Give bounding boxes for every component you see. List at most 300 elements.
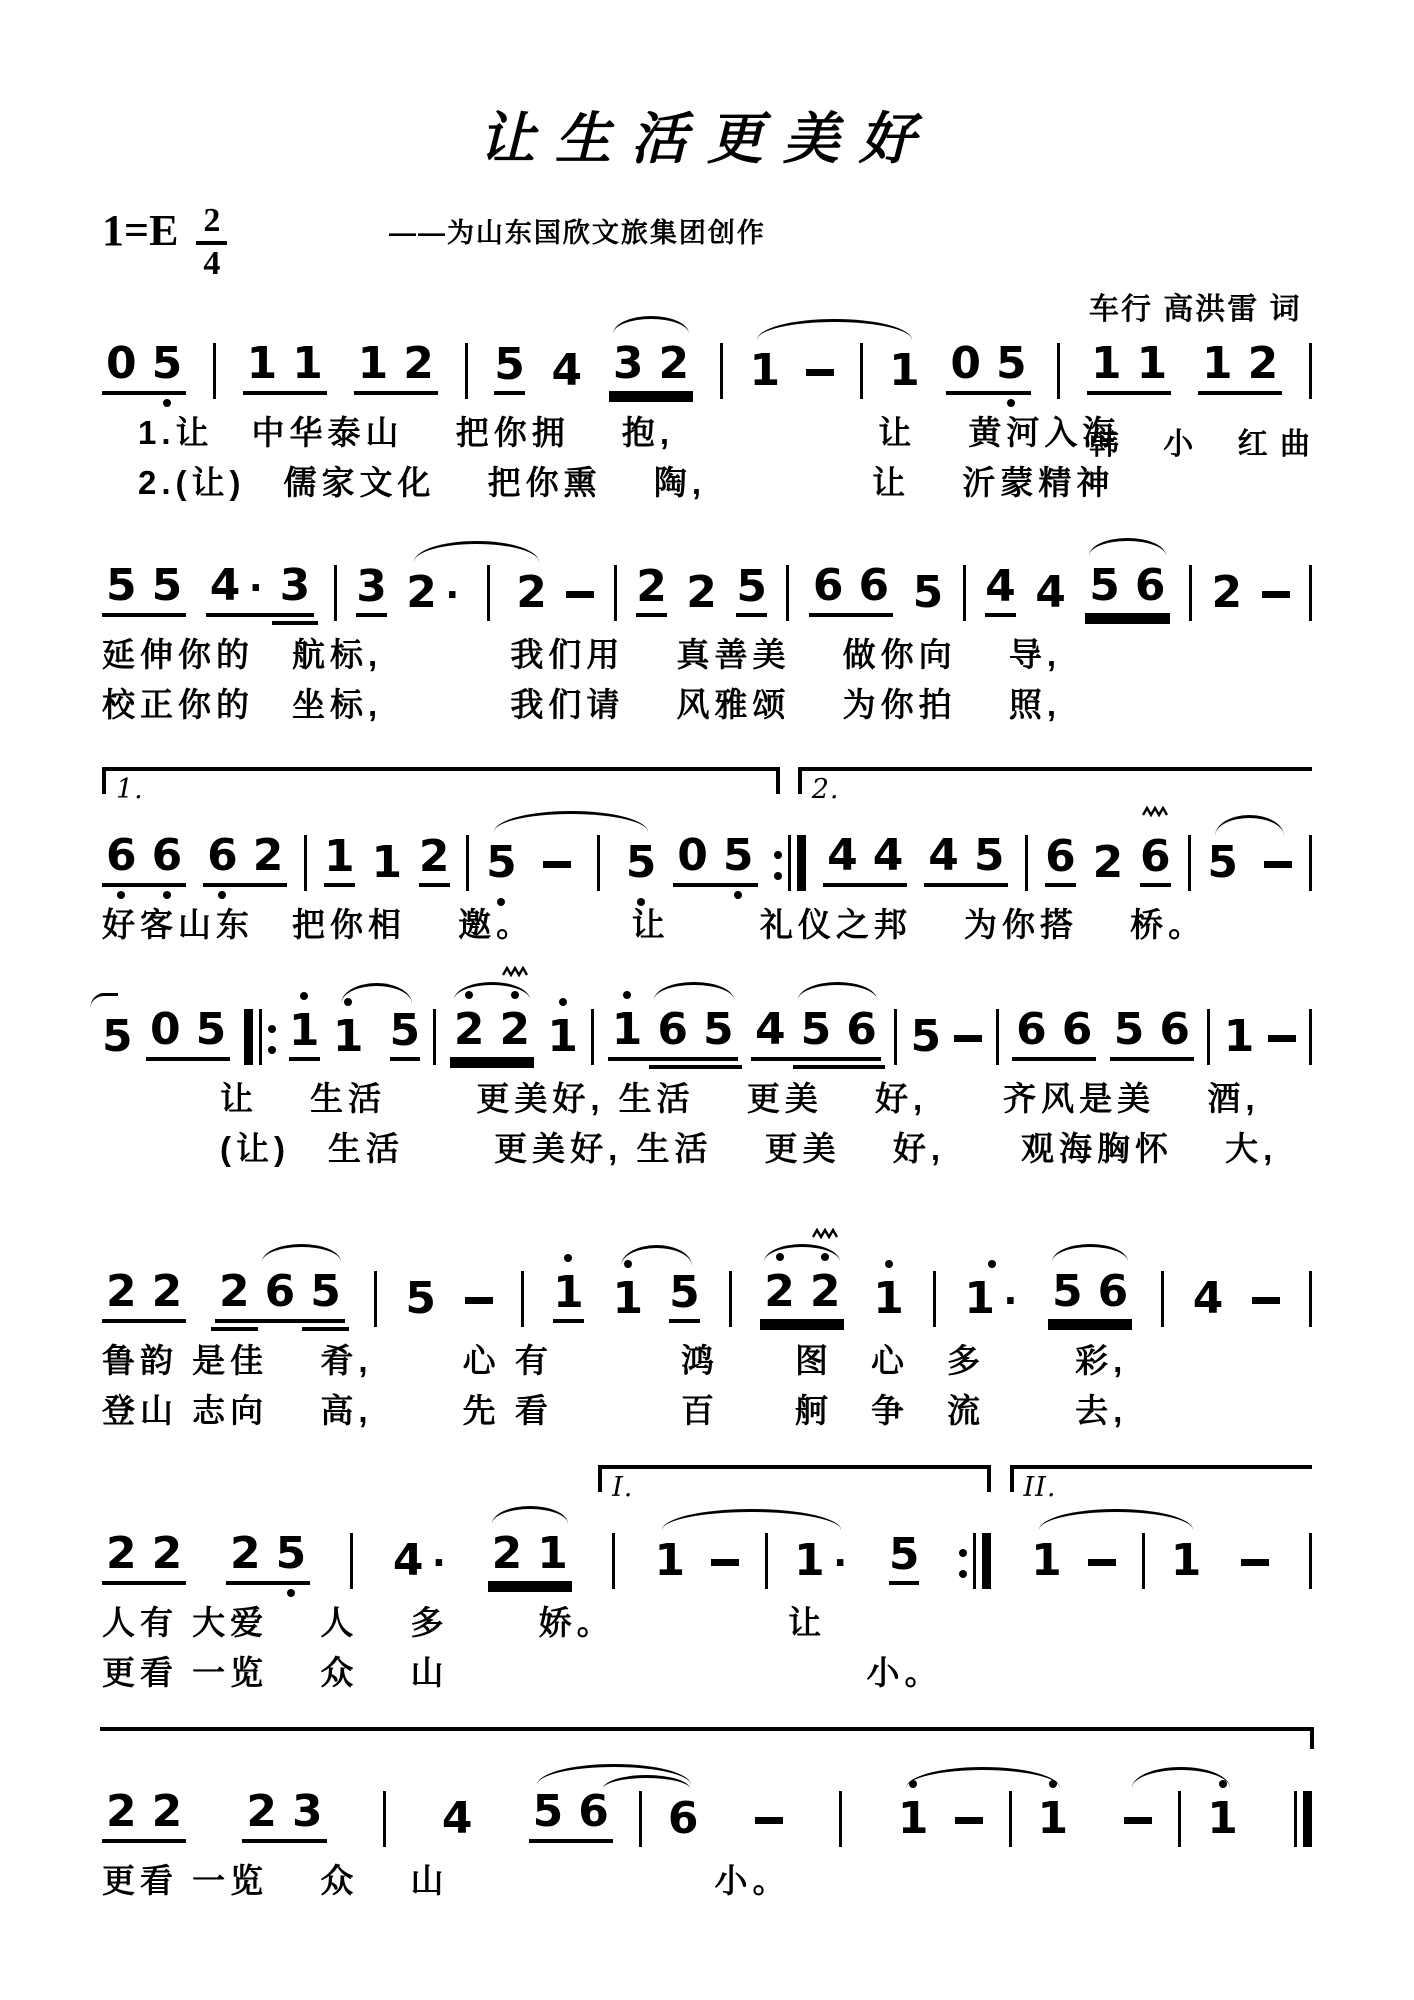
note-digit: 1 xyxy=(611,1004,643,1055)
note xyxy=(1045,833,1076,887)
note-digit: 6 xyxy=(1016,1004,1047,1055)
note-digit: 2 xyxy=(106,1786,137,1837)
note xyxy=(669,1269,700,1323)
beam-group xyxy=(529,1788,613,1843)
octave-dot-below xyxy=(734,891,742,899)
beam-group xyxy=(823,832,907,887)
barline xyxy=(963,565,966,621)
note-digit: 5 xyxy=(390,1007,421,1061)
slur-arc xyxy=(764,1244,840,1262)
dash-continuation xyxy=(566,591,594,598)
tie-arc xyxy=(414,541,539,562)
time-denominator: 4 xyxy=(203,244,221,282)
note xyxy=(1052,1268,1083,1316)
note xyxy=(196,1006,227,1054)
note xyxy=(658,340,689,388)
note xyxy=(207,832,238,880)
beam-group xyxy=(760,1268,844,1323)
note-digit: 1 xyxy=(1201,338,1233,389)
notation-area xyxy=(102,333,1312,1901)
note xyxy=(106,562,137,610)
beam-group xyxy=(673,832,757,887)
octave-dot-below xyxy=(117,891,125,899)
barline xyxy=(1161,1271,1164,1327)
note xyxy=(492,1530,523,1578)
note-digit: 6 xyxy=(106,830,137,881)
barline xyxy=(1309,1009,1312,1065)
note-digit: 6 xyxy=(1140,833,1171,887)
beam-group xyxy=(102,1268,186,1323)
note xyxy=(265,1268,296,1316)
note xyxy=(454,1006,485,1054)
octave-dot-above xyxy=(885,1260,893,1268)
note-digit: 2 xyxy=(419,833,450,887)
octave-dot-below xyxy=(163,399,171,407)
volta-continuation-line xyxy=(100,1727,1314,1751)
note-digit: 1 xyxy=(1091,338,1122,389)
note xyxy=(356,563,387,617)
note-digit: 1 xyxy=(1170,1535,1202,1586)
barline xyxy=(1309,1533,1312,1589)
note-digit: 6 xyxy=(264,1266,296,1317)
beam-group xyxy=(215,1268,345,1323)
note-digit: 5 xyxy=(486,837,517,888)
note-digit: 6 xyxy=(858,560,890,611)
lyrics-line: 人有 大爱 人 多 娇。 让 xyxy=(102,1604,827,1641)
note-digit: 2 xyxy=(246,1786,277,1837)
note xyxy=(1248,340,1279,388)
lyrics-line: 登山 志向 高, 先 看 百 舸 争 流 去, xyxy=(102,1392,1128,1429)
repeat-end-sign xyxy=(774,835,806,891)
tie-span xyxy=(898,1791,1068,1843)
song-title: 让生活更美好 xyxy=(479,106,935,172)
note-digit: 4 xyxy=(872,830,904,881)
note xyxy=(1114,1006,1145,1054)
note-digit: 5 xyxy=(1089,560,1120,611)
barline xyxy=(1207,1009,1210,1065)
note-digit: 0 xyxy=(677,830,708,881)
note-digit: 2 xyxy=(636,563,667,617)
lyrics-line: 鲁韵 是佳 肴, 心 有 鸿 图 心 多 彩, xyxy=(102,1342,1128,1379)
music-line xyxy=(102,1472,1312,1588)
dash-continuation xyxy=(955,1817,983,1824)
beam-group xyxy=(102,1788,186,1843)
note xyxy=(292,340,323,388)
note xyxy=(813,562,844,610)
volta-label: 1. xyxy=(116,774,144,805)
barline xyxy=(612,1533,615,1589)
note xyxy=(106,1530,137,1578)
note xyxy=(859,562,890,610)
beam-group xyxy=(102,340,186,395)
dedication-subtitle: ——为山东国欣文旅集团创作 xyxy=(388,218,766,248)
note-digit: 1 xyxy=(749,345,781,396)
dash-continuation xyxy=(1124,1817,1152,1824)
note xyxy=(668,1795,699,1843)
tie-span xyxy=(333,1007,420,1061)
note xyxy=(1038,1795,1069,1843)
tie-span xyxy=(1124,1791,1238,1843)
beam-group xyxy=(1087,340,1171,395)
note-digit: 2 xyxy=(686,567,717,618)
dash-continuation xyxy=(806,369,834,376)
note-digit: 1 xyxy=(292,338,323,389)
dash-continuation xyxy=(1252,1297,1280,1304)
beam-group xyxy=(924,832,1008,887)
note xyxy=(913,569,944,617)
barline xyxy=(433,1009,436,1065)
note xyxy=(911,1013,942,1061)
note xyxy=(152,832,183,880)
barline xyxy=(720,343,723,399)
octave-dot-above xyxy=(559,998,567,1006)
barline xyxy=(350,1533,353,1589)
beam-group xyxy=(203,832,287,887)
music-line-block xyxy=(102,1781,1312,1901)
beam-group xyxy=(102,562,186,617)
tie-arc xyxy=(494,811,648,832)
beam-group xyxy=(226,1530,310,1585)
lyrics-line: 更看 一览 众 山 小。 xyxy=(102,1862,791,1899)
note xyxy=(552,347,583,395)
note-digit: 1 xyxy=(1207,1793,1238,1844)
note-digit: 6 xyxy=(578,1786,609,1837)
note xyxy=(292,1788,323,1836)
composer-credit: 韩 小 红 曲 xyxy=(1088,428,1312,461)
barline xyxy=(1309,1271,1312,1327)
note xyxy=(810,1268,841,1316)
note-digit: 1 xyxy=(1037,1793,1069,1844)
note-digit: 2 xyxy=(1092,837,1124,888)
note-digit: 5 xyxy=(996,338,1027,389)
note xyxy=(150,1006,181,1054)
note-digit: 1 xyxy=(654,1535,686,1586)
note xyxy=(1224,1013,1255,1061)
volta-bracket xyxy=(598,1465,991,1503)
time-numerator: 2 xyxy=(196,203,227,245)
barline xyxy=(383,1791,386,1847)
note-digit: 2 xyxy=(151,1786,183,1837)
tie-span xyxy=(613,1269,700,1323)
note-digit: 5 xyxy=(1207,837,1238,888)
note-digit: 5 xyxy=(275,1528,307,1579)
note xyxy=(1035,569,1066,617)
note xyxy=(442,1795,473,1843)
tie-span xyxy=(486,835,656,887)
tie-arc xyxy=(621,1245,692,1266)
note-digit: 6 xyxy=(1061,1004,1093,1055)
note xyxy=(1140,833,1171,887)
beam-group xyxy=(609,340,693,395)
tie-arc xyxy=(341,983,412,1004)
note-digit: 1 xyxy=(332,1011,364,1062)
note xyxy=(333,1013,364,1061)
note xyxy=(289,1007,320,1061)
beam-group xyxy=(1085,562,1169,617)
octave-dot-above xyxy=(623,991,631,999)
note xyxy=(152,1268,183,1316)
beam-group xyxy=(751,1006,881,1061)
note xyxy=(794,1535,850,1588)
note xyxy=(1202,340,1233,388)
note xyxy=(1062,1006,1093,1054)
tie-arc xyxy=(662,1509,841,1530)
note-digit: 2 xyxy=(491,1528,523,1579)
barline xyxy=(639,1791,642,1847)
note xyxy=(219,1268,250,1316)
tie-span xyxy=(749,343,919,395)
note-digit: 1 xyxy=(873,1273,904,1324)
note-digit: 5 xyxy=(151,560,183,611)
dash-continuation xyxy=(1262,591,1290,598)
octave-dot-below xyxy=(1007,399,1015,407)
note xyxy=(152,1530,183,1578)
slur-arc xyxy=(1089,538,1165,556)
slur-arc xyxy=(454,982,530,1000)
note-digit: 5 xyxy=(910,1011,942,1062)
note xyxy=(106,1788,137,1836)
note-digit: 5 xyxy=(494,341,525,395)
note-digit: 4 xyxy=(551,345,583,396)
lyrics-line: 2.(让) 儒家文化 把你熏 陶, 让 沂蒙精神 xyxy=(138,464,1115,501)
dash-continuation xyxy=(1241,1559,1269,1566)
note-digit: 6 xyxy=(1045,833,1076,887)
note xyxy=(253,832,284,880)
lyrics-line: 好客山东 把你相 邀。 让 礼仪之邦 为你搭 桥。 xyxy=(102,906,1207,943)
note-digit: 6 xyxy=(667,1793,699,1844)
lyrics-line: 延伸你的 航标, 我们用 真善美 做你向 导, xyxy=(102,636,1062,673)
note-digit: 1 xyxy=(612,1273,644,1324)
octave-dot-below xyxy=(163,891,171,899)
note-digit: 2 xyxy=(516,567,547,618)
barline xyxy=(597,835,600,891)
note xyxy=(152,562,183,610)
beam-group xyxy=(488,1530,572,1585)
barline xyxy=(1009,1791,1012,1847)
beam-group xyxy=(809,562,893,617)
volta-bracket xyxy=(102,767,780,805)
lyrics-line: (让) 生活 更美好, 生活 更美 好, 观海胸怀 大, xyxy=(220,1130,1278,1167)
note-digit: 2 xyxy=(106,1528,137,1579)
note-digit: 4 xyxy=(1035,567,1066,618)
note xyxy=(403,340,434,388)
note xyxy=(106,340,137,388)
note xyxy=(486,839,517,887)
volta-label: I. xyxy=(612,1472,634,1503)
note xyxy=(985,563,1016,617)
note xyxy=(898,1795,929,1843)
note xyxy=(276,1530,307,1578)
octave-dot-above xyxy=(564,1254,572,1262)
note xyxy=(499,1006,530,1054)
note-digit: 3 xyxy=(612,338,644,389)
music-line-block xyxy=(102,333,1312,503)
note-digit: 4 xyxy=(1192,1273,1224,1324)
note xyxy=(537,1530,568,1578)
mordent-mark xyxy=(502,966,528,977)
note xyxy=(390,1007,421,1061)
note xyxy=(553,1269,584,1323)
barline xyxy=(1142,1533,1145,1589)
note xyxy=(246,1788,277,1836)
note xyxy=(1159,1006,1190,1054)
barline xyxy=(466,835,469,891)
slur-arc xyxy=(1052,1244,1128,1262)
barline xyxy=(1189,565,1192,621)
note-digit: 2 xyxy=(218,1266,250,1317)
barline xyxy=(786,565,789,621)
note xyxy=(209,560,265,613)
barline xyxy=(933,1271,936,1327)
note-digit: 5 xyxy=(405,1273,436,1324)
barline xyxy=(1057,343,1060,399)
note-digit: 5 xyxy=(736,563,767,617)
note-digit: 5 xyxy=(669,1269,700,1323)
augmentation-dot: · xyxy=(445,568,462,620)
note-digit: 2 xyxy=(403,338,434,389)
note xyxy=(419,833,450,887)
note-digit: 2 xyxy=(406,567,437,618)
volta-bracket xyxy=(1010,1465,1313,1503)
music-line xyxy=(102,774,1312,888)
augmentation-dot: · xyxy=(432,1536,448,1588)
note-digit: 2 xyxy=(453,1004,485,1055)
mordent-mark xyxy=(1142,806,1168,817)
augmentation-dot: · xyxy=(1003,1274,1020,1326)
beam-group xyxy=(146,1006,230,1061)
note-digit: 6 xyxy=(1097,1266,1129,1317)
augmentation-dot: · xyxy=(249,561,265,613)
note-digit: 6 xyxy=(812,560,844,611)
note xyxy=(152,1788,183,1836)
note xyxy=(102,1013,133,1061)
note xyxy=(636,563,667,617)
note xyxy=(1135,562,1166,610)
note xyxy=(654,1537,685,1585)
note-digit: 5 xyxy=(912,567,944,618)
beam-group xyxy=(206,562,315,617)
octave-dot-above xyxy=(300,992,308,1000)
tie-span xyxy=(529,1788,699,1843)
music-line-block xyxy=(102,1261,1312,1431)
note-digit: 1 xyxy=(371,837,403,888)
tie-arc xyxy=(906,1767,1060,1788)
note-digit: 6 xyxy=(846,1004,877,1055)
note-digit: 4 xyxy=(827,830,858,881)
octave-dot-above xyxy=(988,1260,996,1268)
music-line xyxy=(102,1781,1312,1843)
beam-group xyxy=(243,340,327,395)
beam-group xyxy=(102,1530,186,1585)
dash-continuation xyxy=(1264,861,1292,868)
lyricist-credit: 车行 高洪雷 词 xyxy=(1088,293,1302,326)
note xyxy=(749,347,780,395)
note xyxy=(613,340,644,388)
beam-group xyxy=(1048,1268,1132,1323)
slur-arc xyxy=(262,1244,341,1262)
note-digit: 0 xyxy=(950,338,981,389)
note-digit: 5 xyxy=(800,1004,832,1055)
note xyxy=(613,1275,644,1323)
note-digit: 1 xyxy=(537,1528,568,1579)
music-line-block xyxy=(102,774,1312,945)
note xyxy=(247,340,278,388)
note-digit: 5 xyxy=(702,1004,734,1055)
note xyxy=(950,340,981,388)
barline xyxy=(1309,565,1312,621)
barline xyxy=(374,1271,377,1327)
tie-span xyxy=(406,565,547,620)
barline xyxy=(213,343,216,399)
barline xyxy=(465,343,468,399)
beam-group xyxy=(1198,340,1282,395)
note xyxy=(889,1531,920,1585)
note xyxy=(1098,1268,1129,1316)
barline xyxy=(765,1533,768,1589)
note xyxy=(686,569,717,617)
music-line xyxy=(102,999,1312,1061)
note xyxy=(964,1273,1020,1326)
note xyxy=(764,1268,795,1316)
note-digit: 1 xyxy=(897,1793,929,1844)
note xyxy=(1089,562,1120,610)
octave-dot-below xyxy=(497,898,505,906)
beam-group xyxy=(608,1006,738,1061)
note-digit: 1 xyxy=(1031,1535,1062,1586)
octave-dot-below xyxy=(287,1589,295,1597)
barline xyxy=(1309,343,1312,399)
beam-group xyxy=(242,1788,326,1843)
note-digit: 2 xyxy=(151,1266,183,1317)
note xyxy=(996,340,1027,388)
barline xyxy=(591,1009,594,1065)
note-digit: 5 xyxy=(532,1786,564,1837)
note-digit: 2 xyxy=(764,1266,795,1317)
note xyxy=(578,1788,609,1836)
octave-dot-below xyxy=(637,898,645,906)
lyrics-line: 让 生活 更美好, 生活 更美 好, 齐风是美 酒, xyxy=(220,1080,1260,1117)
note-digit: 2 xyxy=(230,1528,261,1579)
note-digit: 1 xyxy=(889,345,920,396)
note-digit: 4 xyxy=(928,830,959,881)
key-signature xyxy=(102,202,227,282)
dash-continuation xyxy=(954,1035,982,1042)
barline xyxy=(334,565,337,621)
key-note: 1=E xyxy=(102,206,179,255)
beam-group xyxy=(102,832,186,887)
beam-group xyxy=(1110,1006,1194,1061)
note xyxy=(547,1013,578,1061)
beam-group xyxy=(354,340,438,395)
octave-dot-below xyxy=(218,891,226,899)
note xyxy=(612,1006,643,1054)
note xyxy=(723,832,754,880)
note-digit: 2 xyxy=(658,338,690,389)
note xyxy=(280,562,311,610)
note-digit: 2 xyxy=(1211,567,1243,618)
slur-arc xyxy=(492,1506,568,1524)
note-digit: 5 xyxy=(195,1004,227,1055)
note-digit: 5 xyxy=(889,1531,920,1585)
barline xyxy=(839,1791,842,1847)
note xyxy=(801,1006,832,1054)
note-digit: 1 xyxy=(1223,1011,1255,1062)
music-line xyxy=(102,333,1312,395)
note-digit: 4 xyxy=(754,1004,786,1055)
note-digit: 0 xyxy=(149,1004,181,1055)
note xyxy=(1211,569,1242,617)
note-digit: 1 xyxy=(964,1273,995,1324)
